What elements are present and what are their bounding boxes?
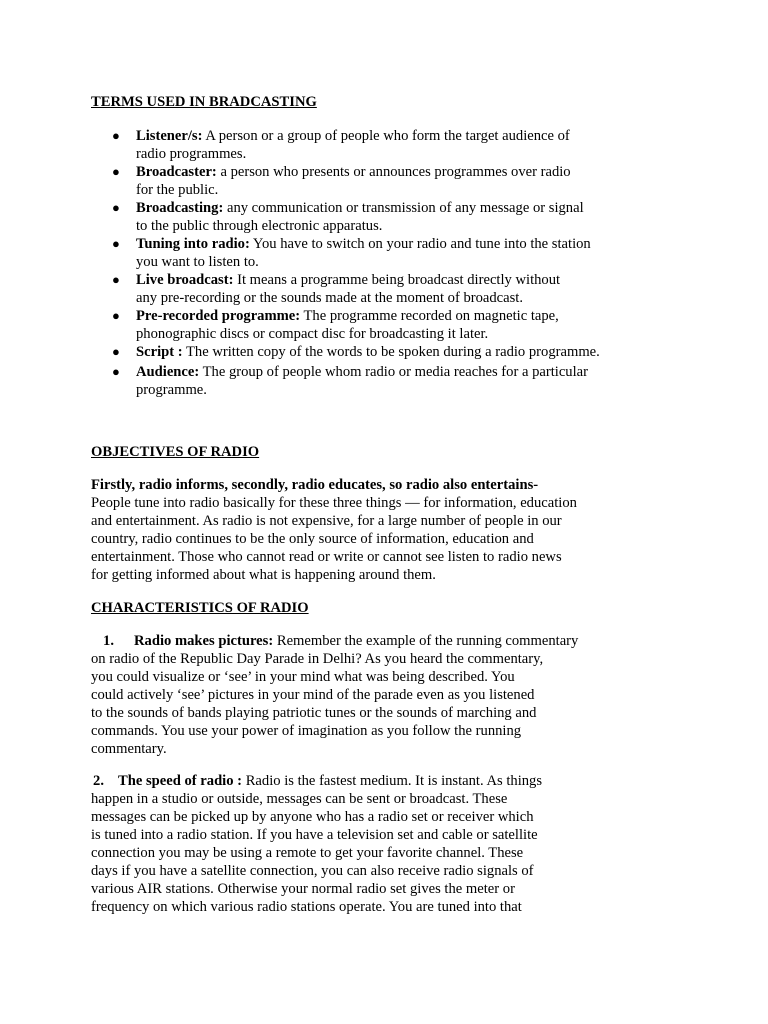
- item-title: The speed of radio :: [118, 773, 243, 789]
- item-title: Radio makes pictures:: [134, 633, 274, 649]
- terms-heading: TERMS USED IN BRADCASTING: [91, 94, 317, 110]
- bullet-icon: ●: [112, 200, 120, 215]
- terms-list: [0, 127, 768, 399]
- term-title: Audience:: [136, 364, 200, 380]
- bullet-icon: ●: [112, 364, 120, 379]
- objectives-paragraph: Firstly, radio informs, secondly, radio educates, so radio also entertains- People tune into radio basically for these three things — for information, education and entertainment. As radio is not expensive, for a large number of people in our country, radio continues to be the only source of information, education and entertainment. Those who cannot read or write or cannot see listen to radio news for getting informed about what is happening around them.: [91, 477, 577, 583]
- term-item-script: ● Script : The written copy of the words to be spoken during a radio programme.: [112, 344, 600, 360]
- bullet-icon: ●: [112, 308, 120, 323]
- objectives-lead: Firstly, radio informs, secondly, radio educates, so radio also entertains-: [91, 477, 539, 493]
- bullet-icon: ●: [112, 272, 120, 287]
- item-number: 2.: [93, 773, 104, 789]
- term-title: Pre-recorded programme:: [136, 308, 301, 324]
- term-item-pre-recorded: ● Pre-recorded programme: The programme recorded on magnetic tape, phonographic discs or compact disc for broadcasting it later.: [112, 308, 559, 342]
- term-title: Listener/s:: [136, 128, 203, 144]
- term-item-broadcasting: ● Broadcasting: any communication or transmission of any message or signal to the public through electronic apparatus.: [112, 200, 584, 234]
- term-title: Broadcasting:: [136, 200, 224, 216]
- term-item-listener: ● Listener/s: A person or a group of people who form the target audience of radio programmes.: [112, 128, 570, 162]
- item-number: 1.: [103, 633, 114, 649]
- characteristic-item-2: 2. The speed of radio : Radio is the fastest medium. It is instant. As things happen in a studio or outside, messages can be sent or broadcast. These messages can be picked up by anyone who has a radio set or receiver which is tuned into a radio station. If you have a television set and cable or satellite connection you may be using a remote to get your favorite channel. These days if you have a satellite connection, you can also receive radio signals of various AIR stations. Otherwise your normal radio set gives the meter or frequency on which various radio stations operate. You are tuned into that: [91, 773, 543, 915]
- bullet-icon: ●: [112, 164, 120, 179]
- characteristics-heading: CHARACTERISTICS OF RADIO: [91, 600, 309, 616]
- term-title: Broadcaster:: [136, 164, 217, 180]
- term-item-live-broadcast: ● Live broadcast: It means a programme being broadcast directly without any pre-recording or the sounds made at the moment of broadcast.: [112, 272, 561, 306]
- bullet-icon: ●: [112, 236, 120, 251]
- term-item-tuning: ● Tuning into radio: You have to switch on your radio and tune into the station you want to listen to.: [112, 236, 591, 270]
- term-title: Live broadcast:: [136, 272, 234, 288]
- term-item-audience: ● Audience: The group of people whom radio or media reaches for a particular programme.: [112, 364, 588, 398]
- term-item-broadcaster: ● Broadcaster: a person who presents or announces programmes over radio for the public.: [112, 164, 571, 198]
- bullet-icon: ●: [112, 344, 120, 359]
- characteristic-item-1: 1. Radio makes pictures: Remember the example of the running commentary on radio of the Republic Day Parade in Delhi? As you heard the commentary, you could visualize or ‘see’ in your mind what was being described. You could actively ‘see’ pictures in your mind of the parade even as you listened to the sounds of bands playing patriotic tunes or the sounds of marching and commands. You use your power of imagination as you follow the running commentary.: [91, 633, 579, 757]
- objectives-heading: OBJECTIVES OF RADIO: [91, 444, 260, 460]
- bullet-icon: ●: [112, 128, 120, 143]
- term-title: Tuning into radio:: [136, 236, 250, 252]
- term-title: Script :: [136, 344, 183, 360]
